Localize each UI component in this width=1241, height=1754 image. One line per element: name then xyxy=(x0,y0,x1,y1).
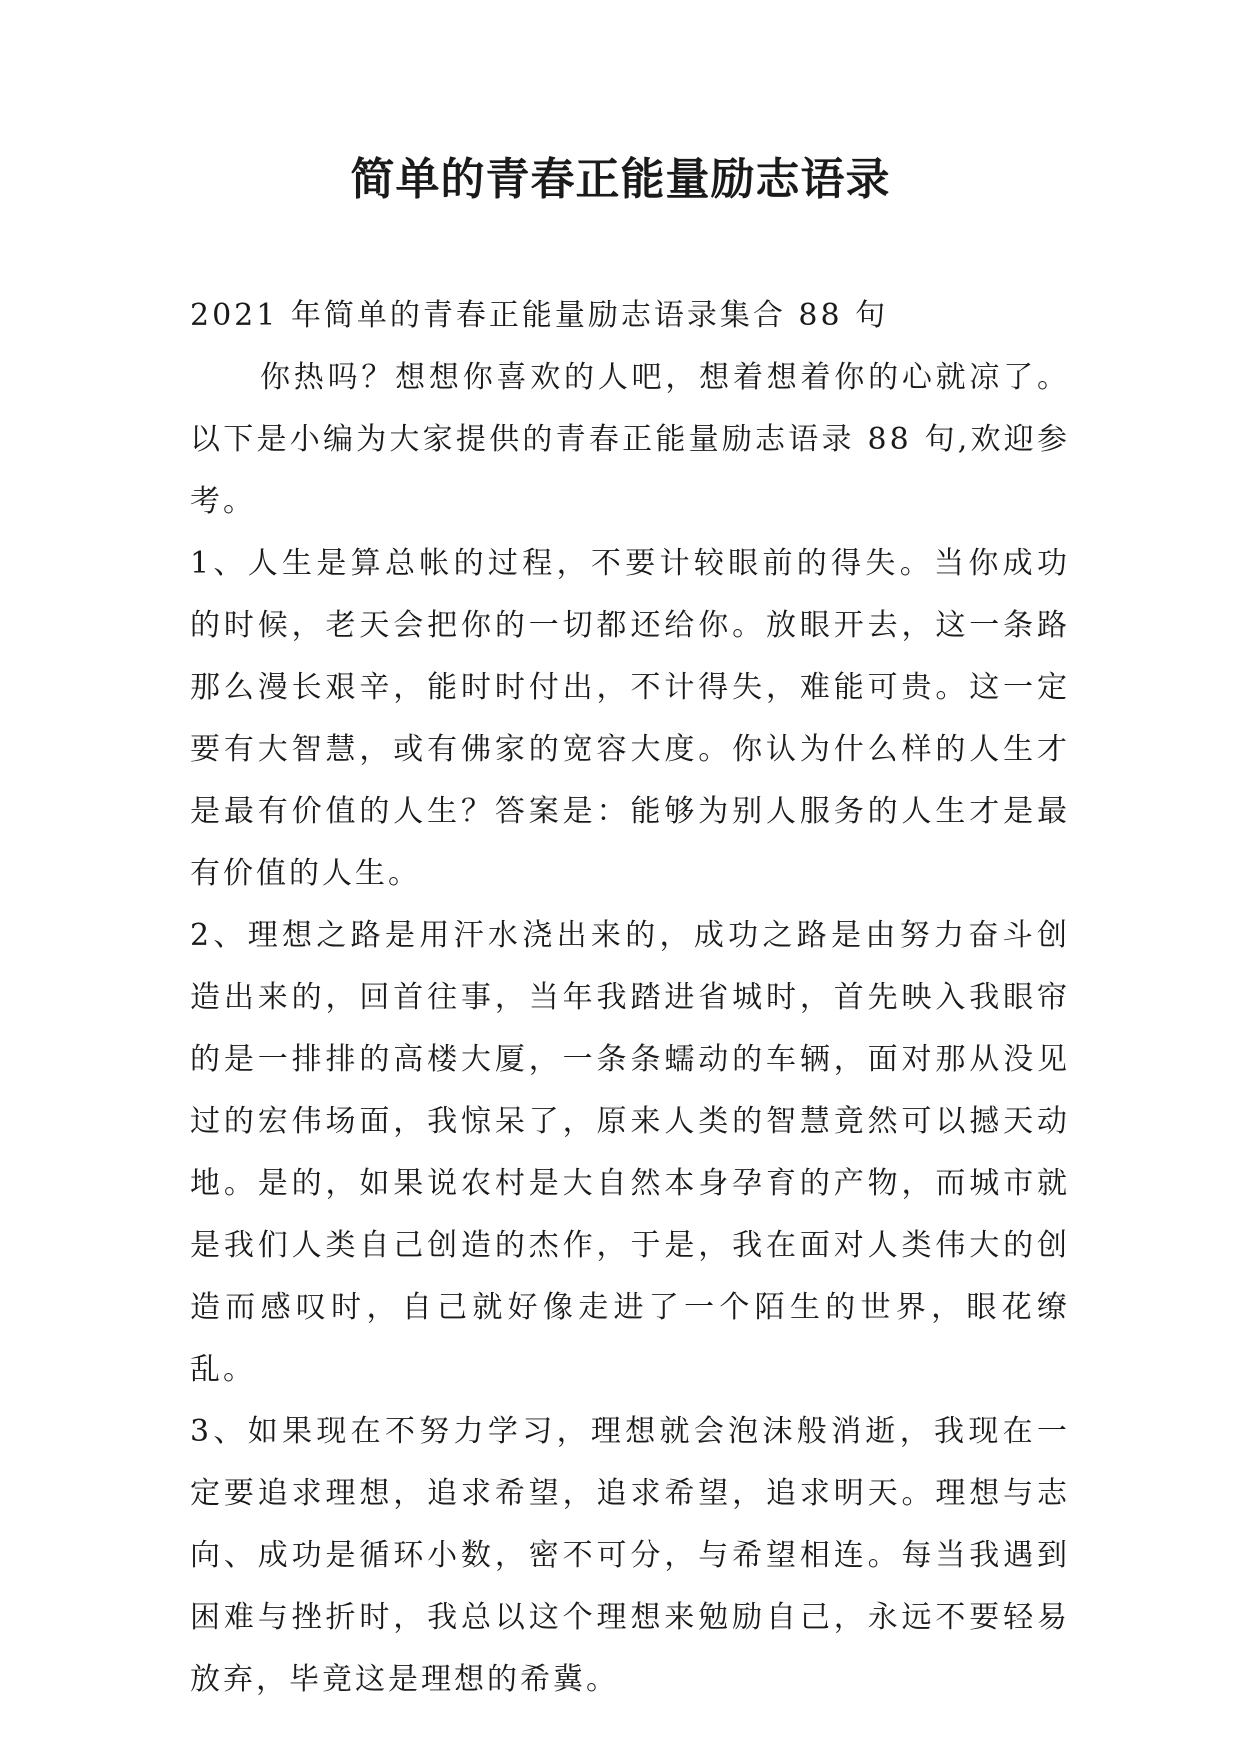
quote-item-1: 1、人生是算总帐的过程，不要计较眼前的得失。当你成功的时候，老天会把你的一切都还给你。放眼开去，这一条路那么漫长艰辛，能时时付出，不计得失，难能可贵。这一定要有大智慧，或有佛家的宽容大度。你认为什么样的人生才是最有价值的人生？答案是：能够为别人服务的人生才是最有价值的人生。 xyxy=(190,546,1070,891)
quote-item-2: 2、理想之路是用汗水浇出来的，成功之路是由努力奋斗创造出来的，回首往事，当年我踏进省城时，首先映入我眼帘的是一排排的高楼大厦，一条条蠕动的车辆，面对那从没见过的宏伟场面，我惊呆了，原来人类的智慧竟然可以撼天动地。是的，如果说农村是大自然本身孕育的产物，而城市就是我们人类自己创造的杰作，于是，我在面对人类伟大的创造而感叹时，自己就好像走进了一个陌生的世界，眼花缭乱。 xyxy=(190,918,1070,1387)
document-title: 简单的青春正能量励志语录 xyxy=(350,154,891,205)
document-subtitle: 2021 年简单的青春正能量励志语录集合 88 句 xyxy=(190,298,889,333)
document-body xyxy=(190,285,1070,1711)
quote-item-3: 3、如果现在不努力学习，理想就会泡沫般消逝，我现在一定要追求理想，追求希望，追求希望，追求明天。理想与志向、成功是循环小数，密不可分，与希望相连。每当我遇到困难与挫折时，我总以这个理想来勉励自己，永远不要轻易放弃，毕竟这是理想的希冀。 xyxy=(190,1414,1070,1697)
intro-paragraph: 你热吗？想想你喜欢的人吧，想着想着你的心就凉了。以下是小编为大家提供的青春正能量励志语录 88 句,欢迎参考。 xyxy=(190,360,1070,519)
